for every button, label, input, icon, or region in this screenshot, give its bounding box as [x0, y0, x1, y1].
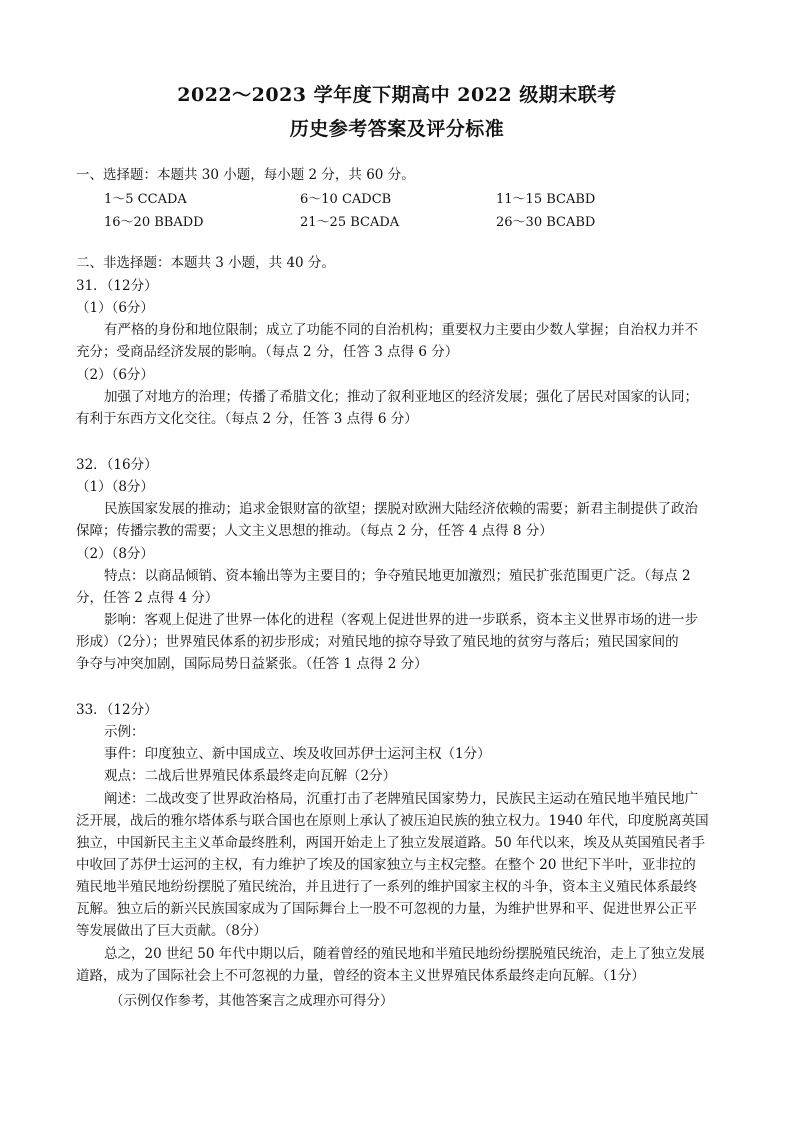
answer-line: 形成）（2分）；世界殖民体系的初步形成；对殖民地的掠夺导致了殖民地的贫穷与落后；殖民国家间的 — [76, 634, 679, 650]
document-subtitle: 历史参考答案及评分标准 — [289, 118, 505, 140]
answer-line: 特点：以商品倾销、资本输出等为主要目的；争夺殖民地更加激烈；殖民扩张范围更广泛。（每点 2 — [104, 568, 691, 584]
answer-line: 等发展做出了巨大贡献。（8分） — [76, 923, 267, 939]
question-33-label: 33．（12分） — [76, 702, 158, 718]
answer-line: 殖民地半殖民地纷纷摆脱了殖民统治，并且进行了一系列的维护国家主权的斗争，资本主义殖民体系最终 — [76, 879, 697, 895]
document-title: 2022～2023 学年度下期高中 2022 级期末联考 — [177, 84, 617, 106]
event-line: 事件：印度独立、新中国成立、埃及收回苏伊士运河主权（1分） — [104, 746, 491, 762]
example-label: 示例： — [104, 724, 145, 740]
mc-answer-group: 21～25 BCADA — [300, 215, 400, 230]
answer-line: 保障；传播宗教的需要；人文主义思想的推动。（每点 2 分，任答 4 点得 8 分） — [76, 523, 553, 539]
answer-line: 有严格的身份和地位限制；成立了功能不同的自治机构；重要权力主要由少数人掌握；自治权力并不 — [104, 322, 698, 338]
answer-line: 民族国家发展的推动；追求金银财富的欲望；摆脱对欧洲大陆经济依赖的需要；新君主制提供了政治 — [104, 501, 698, 517]
answer-line: 总之，20 世纪 50 年代中期以后，随着曾经的殖民地和半殖民地纷纷摆脱殖民统治，走上了独立发展 — [104, 946, 705, 962]
answer-line: 加强了对地方的治理；传播了希腊文化；推动了叙利亚地区的经济发展；强化了居民对国家的认同； — [104, 389, 698, 405]
question-32-label: 32．（16分） — [76, 457, 158, 473]
question-31-label: 31．（12分） — [76, 278, 158, 294]
section1-heading: 一、选择题：本题共 30 小题，每小题 2 分，共 60 分。 — [76, 167, 415, 183]
answer-line: 道路，成为了国际社会上不可忽视的力量，曾经的资本主义世界殖民体系最终走向瓦解。（1分） — [76, 968, 645, 984]
part-label: （2）（6分） — [76, 367, 154, 383]
mc-answer-group: 11～15 BCABD — [496, 192, 596, 207]
part-label: （1）（8分） — [76, 479, 154, 495]
answer-line: 分，任答 2 点得 4 分） — [76, 590, 219, 606]
answer-line: 阐述：二战改变了世界政治格局，沉重打击了老牌殖民国家势力，民族民主运动在殖民地半殖民地广 — [104, 791, 698, 807]
part-label: （2）（8分） — [76, 546, 154, 562]
answer-line: 中收回了苏伊士运河的主权，有力维护了埃及的国家独立与主权完整。在整个 20 世纪下半叶，亚非拉的 — [76, 857, 696, 873]
view-line: 观点：二战后世界殖民体系最终走向瓦解（2分） — [104, 768, 397, 784]
mc-answer-group: 6～10 CADCB — [300, 192, 392, 207]
answer-line: 瓦解。独立后的新兴民族国家成为了国际舞台上一股不可忽视的力量，为维护世界和平、促进世界公正平 — [76, 901, 697, 917]
answer-line: 泛开展，战后的雅尔塔体系与联合国也在原则上承认了被压迫民族的独立权力。1940 年代，印度脱离英国 — [76, 813, 709, 829]
note-line: （示例仅作参考，其他答案言之成理亦可得分） — [110, 993, 394, 1009]
answer-line: 影响：客观上促进了世界一体化的进程（客观上促进世界的进一步联系，资本主义世界市场的进一步 — [104, 612, 698, 628]
answer-line: 争夺与冲突加剧，国际局势日益紧张。（任答 1 点得 2 分） — [76, 656, 428, 672]
answer-line: 独立，中国新民主主义革命最终胜利，两国开始走上了独立发展道路。50 年代以来，埃及从英国殖民者手 — [76, 835, 705, 851]
answer-line: 有利于东西方文化交往。（每点 2 分，任答 3 点得 6 分） — [76, 411, 418, 427]
mc-answer-group: 16～20 BBADD — [104, 215, 204, 230]
answer-line: 充分；受商品经济发展的影响。（每点 2 分，任答 3 点得 6 分） — [76, 344, 459, 360]
mc-answer-group: 1～5 CCADA — [104, 192, 187, 207]
part-label: （1）（6分） — [76, 300, 154, 316]
section2-heading: 二、非选择题：本题共 3 小题，共 40 分。 — [76, 255, 335, 271]
mc-answer-group: 26～30 BCABD — [496, 215, 596, 230]
